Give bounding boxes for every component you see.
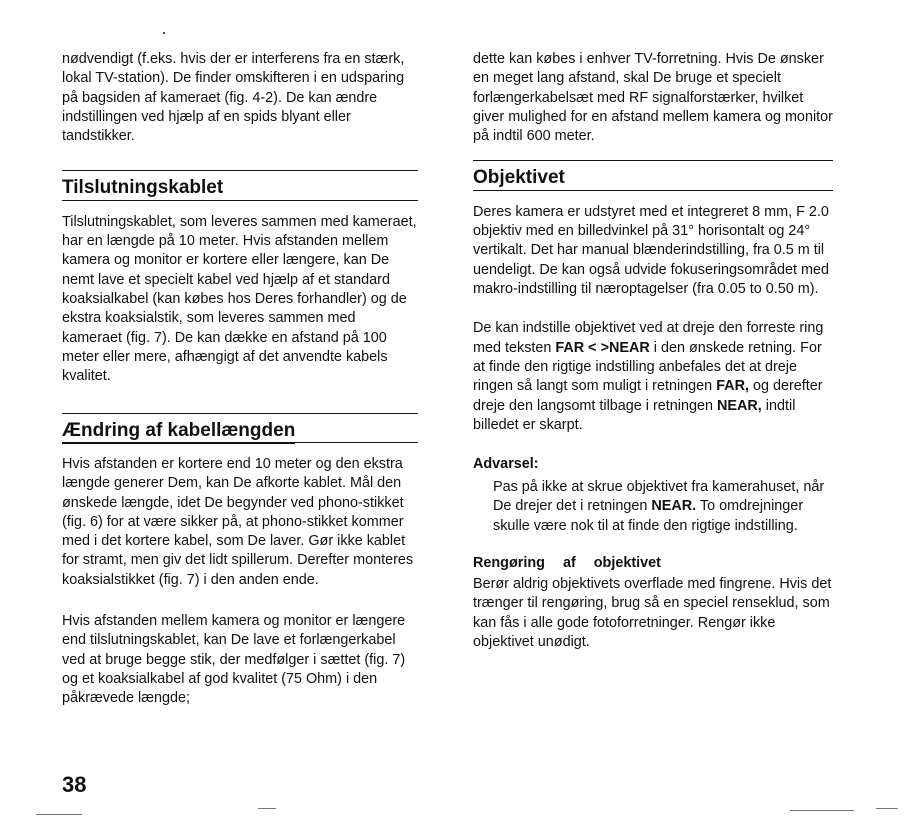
section-title-cable-length: Ændring af kabellængden: [62, 420, 295, 444]
cable-paragraph: Tilslutningskablet, som leveres sammen med kameraet, har en længde på 10 meter. Hvis afstanden mellem kamera og monitor er kortere eller længere, kan De nemt lave et specielt kabel ved hjælp af et standard koaksialkabel (kan købes hos Deres forhandler) og de ekstra koaksialstik, som leveres sammen med kameraet (fig. 7). De kan dække en afstand på 100 meter eller mere, afhængigt af det anvendte kabels kvalitet.: [62, 213, 417, 385]
section-heading-rule: [62, 413, 418, 443]
scan-artifact: [36, 814, 82, 815]
warning-paragraph: Pas på ikke at skrue objektivet fra kamerahuset, når De drejer det i retningen NEAR. To omdrejninger skulle være nok til at finde den rigtige indstilling.: [493, 479, 825, 534]
right-intro-paragraph: dette kan købes i enhver TV-forretning. Hvis De ønsker en meget lang afstand, skal De bruge et specielt forlængerkabelsæt med RF signalforstærker, hvilket giver mulighed for en afstand mellem kamera og monitor på indtil 600 meter.: [473, 51, 833, 145]
section-lens: [473, 160, 833, 652]
section-cable-length: [62, 413, 418, 709]
scan-artifact: [258, 808, 276, 809]
left-column: [62, 50, 418, 709]
scan-artifact: [876, 808, 898, 809]
section-title-cable: Tilslutningskablet: [62, 177, 223, 201]
right-column: [473, 50, 833, 652]
lens-paragraph-1: Deres kamera er udstyret med et integreret 8 mm, F 2.0 objektiv med en billedvinkel på 31° horisontalt og 24° vertikalt. Det har manual blænderindstilling, fra 0.5 m til uendeligt. De kan også udvide fokuseringsområdet med makro-indstilling til næroptagelser (fra 0.05 to 0.50 m).: [473, 203, 829, 298]
section-title-lens: Objektivet: [473, 167, 565, 191]
warning-heading: Advarsel:: [473, 456, 539, 473]
left-intro-paragraph: nødvendigt (f.eks. hvis der er interferens fra en stærk, lokal TV-station). De finder omskifteren i en udsparing på bagsiden af kameraet (fig. 4-2). De kan ændre indstillingen ved hjælp af en spids blyant eller tandstikker.: [62, 51, 405, 145]
cable-length-paragraph-1: Hvis afstanden er kortere end 10 meter og den ekstra længde generer Dem, kan De afkorte kablet. Mål den ønskede længde, idet De begynder ved phono-stikket (fig. 6) for at være sikker på, at phono-stikket kommer med i det kortere kabel, som De laver. Gør ikke kablet for stramt, men giv det lidt spillerum. Derefter monteres koaksialstikket (fig. 7) i den anden ende.: [62, 455, 414, 588]
cleaning-heading: Rengøring af objektivet: [473, 555, 661, 572]
page-number: 38: [62, 772, 87, 797]
cleaning-paragraph: Berør aldrig objektivets overflade med fingrene. Hvis det trænger til rengøring, brug så en speciel renseklud, som kan fås i alle gode fotoforretninger. Rengør ikke objektivet unødigt.: [473, 576, 832, 650]
scan-artifact: [790, 810, 854, 811]
cable-length-paragraph-2: Hvis afstanden mellem kamera og monitor er længere end tilslutningskablet, kan De lave et forlængerkabel ved at bruge begge stik, der medfølger i sættet (fig. 7) og et koaksialkabel af god kvalitet (75 Ohm) i den påkrævede længde;: [62, 613, 406, 707]
section-cable: [62, 170, 418, 386]
scan-speck: [163, 32, 165, 34]
lens-paragraph-2: De kan indstille objektivet ved at dreje den forreste ring med teksten FAR < >NEAR i den ønskede retning. For at finde den rigtige indstilling anbefales det at dreje ringen så langt som muligt i retningen FAR, og derefter dreje den langsomt tilbage i retningen NEAR, indtil billedet er skarpt.: [473, 320, 824, 433]
section-heading-rule: [473, 160, 833, 190]
section-heading-rule: [62, 170, 418, 200]
